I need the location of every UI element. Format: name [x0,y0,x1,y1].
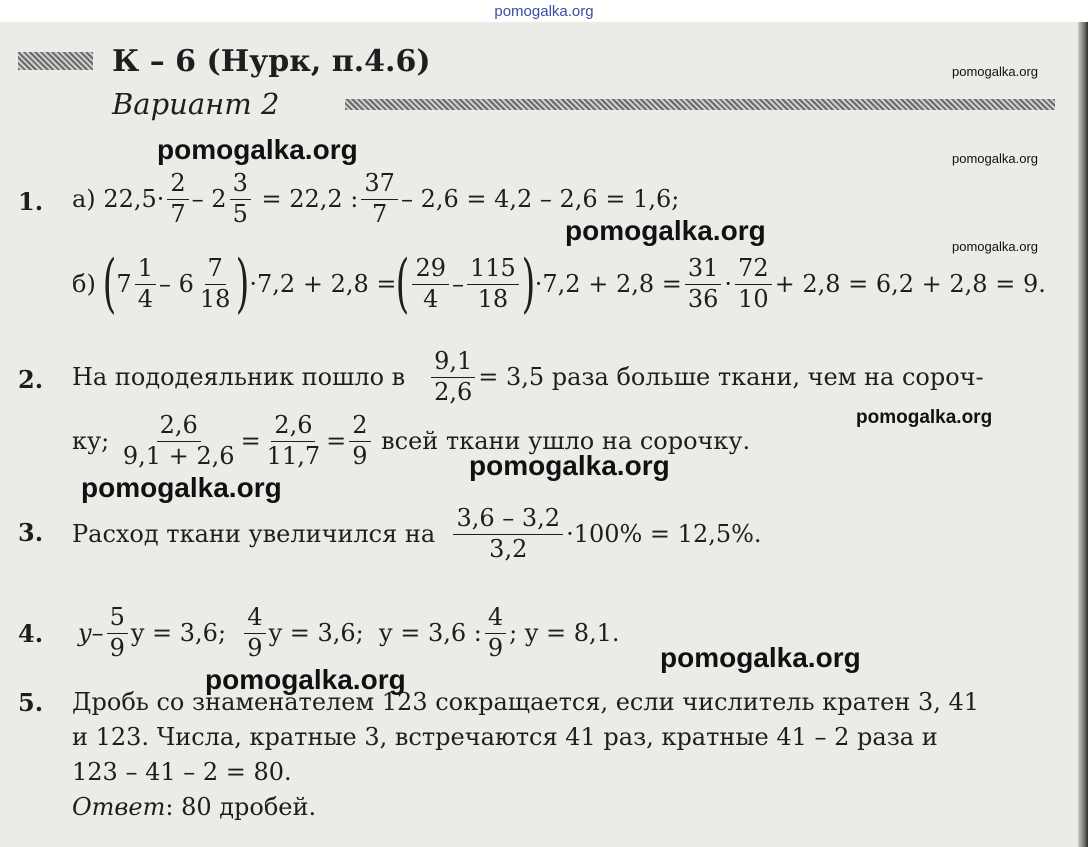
task-1a-frac-1: $\frac{2}{7}$ [167,171,188,226]
task-5-answer-text: : 80 дробей. [165,793,317,821]
task-4-text-3: y = 3,6 : [379,619,482,647]
task-2-number: 2. [18,365,44,394]
variant-rule [345,99,1055,110]
watermark-small-1: pomogalka.org [952,64,1038,79]
task-5-line-1: Дробь со знаменателем 123 сокращается, если числитель кратен 3, 41 [72,688,980,716]
task-1-number: 1. [18,187,44,216]
task-1b-mixed-1-int: 7 [116,270,132,298]
task-4-var: y [78,619,92,647]
watermark-2: pomogalka.org [565,215,766,246]
task-4-frac-2: $\frac{4}{9}$ [244,605,265,660]
task-2-frac-3: $\frac{2,6}{11,7}$ [266,411,321,470]
task-4-minus: – [91,619,104,647]
task-3-number: 3. [18,518,44,547]
task-2-line-1 [72,342,984,412]
task-3-text-1: Расход ткани увеличился на [72,520,436,548]
top-watermark[interactable]: pomogalka.org [494,3,594,20]
textbook-page [0,22,1088,847]
task-1b-frac-3: $\frac{29}{4}$ [412,256,449,311]
task-4-frac-1: $\frac{5}{9}$ [107,605,128,660]
task-2-eq-1: = [240,427,261,455]
task-3-line [72,498,762,570]
task-1a-term-2: – 2 [191,185,227,213]
watermark-7: pomogalka.org [205,664,406,695]
task-1a-term: 22,5 [103,185,157,213]
task-1b-frac-4: $\frac{115}{18}$ [467,256,519,311]
task-5-line-2: и 123. Числа, кратные 3, встречаются 41 раз, кратные 41 – 2 раза и [72,723,938,751]
variant-heading: Вариант 2 [112,87,280,121]
task-1b-frac-6: $\frac{72}{10}$ [735,256,772,311]
task-3-text-2: ·100% = 12,5%. [566,520,762,548]
task-2-line-2 [72,406,750,476]
task-1a-result: – 2,6 = 4,2 – 2,6 = 1,6; [400,185,680,213]
task-2-text-2: = 3,5 раза больше ткани, чем на сороч- [478,363,984,391]
task-1b-equation: б) ( 7 $\frac{1}{4}$ – 6 $\frac{7}{18}$ ) ·7,2 + 2,8 = ( $\frac{29}{4}$ – $\frac{115}{18}$ ) ·7,2 + 2,8 = $\frac{31}{36}$ · $\frac{72}{10}$ + 2,8 = 6,2 + 2,8 = 9. [72,247,1046,321]
task-1a-frac-2: $\frac{3}{5}$ [230,171,251,226]
task-4-line [78,598,620,668]
task-5-answer [72,793,316,821]
task-2-frac-4: $\frac{2}{9}$ [349,413,370,468]
watermark-small-3: pomogalka.org [952,239,1038,254]
header-left-bar [18,52,93,70]
task-1b-frac-2: $\frac{7}{18}$ [199,254,231,313]
task-5-number: 5. [18,688,44,717]
task-2-frac-2: $\frac{2,6}{9,1 + 2,6}$ [122,411,235,470]
task-4-text-1: y = 3,6; [130,619,227,647]
watermark-4: pomogalka.org [469,450,670,481]
page-title: К – 6 (Нурк, п.4.6) [112,44,431,79]
task-1b-mixed-2-int: – 6 [158,270,194,298]
task-1a-frac-3: $\frac{37}{7}$ [361,171,398,226]
task-1b-frac-1: $\frac{1}{4}$ [135,256,156,311]
task-1b-dot: · [724,270,733,298]
task-3-frac: $\frac{3,6 - 3,2}{3,2}$ [453,506,563,561]
task-1b-minus: – [452,270,464,298]
task-5-line-3: 123 – 41 – 2 = 80. [72,758,292,786]
task-4-text-2: y = 3,6; [268,619,364,647]
task-2-text-3: ку; [72,427,110,455]
watermark-6: pomogalka.org [660,642,861,673]
task-1b-label: б) [72,270,96,298]
watermark-small-2: pomogalka.org [952,151,1038,166]
watermark-3: pomogalka.org [856,407,993,428]
page-binding-shadow [1078,22,1088,847]
task-2-frac-1: $\frac{9,1}{2,6}$ [431,349,475,404]
task-4-text-4: ; y = 8,1. [509,619,620,647]
task-5-answer-label: Ответ [72,793,166,821]
task-1a-mid: = 22,2 : [261,185,359,213]
task-2-text-1: На пододеяльник пошло в [72,363,406,391]
task-2-text-4: всей ткани ушло на сорочку. [381,427,751,455]
watermark-5: pomogalka.org [81,472,282,503]
task-1b-result: + 2,8 = 6,2 + 2,8 = 9. [774,270,1046,298]
task-1b-mid-2: ·7,2 + 2,8 = [534,270,682,298]
watermark-1: pomogalka.org [157,134,358,165]
task-1a-label: а) [72,185,96,213]
task-1a-equation: а) 22,5 · $\frac{2}{7}$ – 2 $\frac{3}{5}$ = 22,2 : $\frac{37}{7}$ – 2,6 = 4,2 – 2,6 = 1,6; [72,169,680,228]
task-1b-frac-5: $\frac{31}{36}$ [685,256,722,311]
task-4-number: 4. [18,619,44,648]
task-1b-mid-1: ·7,2 + 2,8 = [249,270,397,298]
task-2-eq-2: = [326,427,347,455]
task-4-frac-3: $\frac{4}{9}$ [485,605,506,660]
